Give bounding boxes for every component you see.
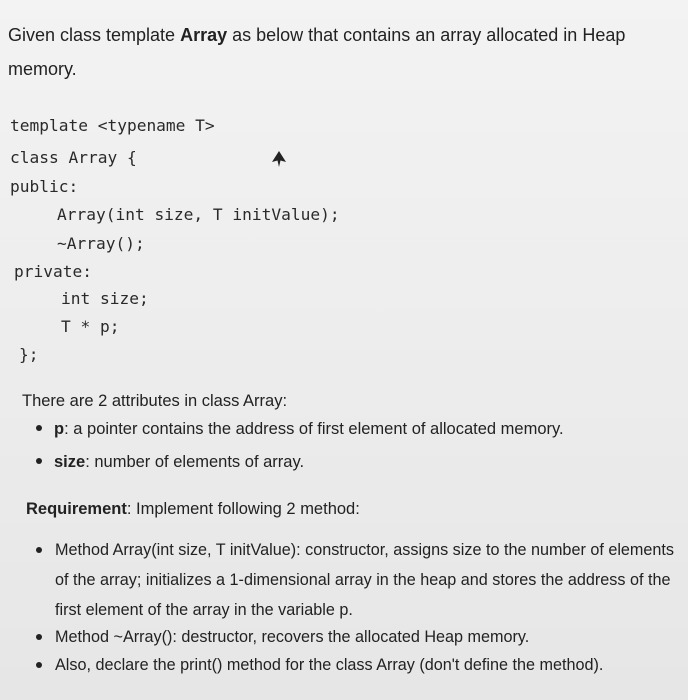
requirement-item [36, 535, 676, 625]
bullet-icon [36, 547, 42, 553]
code-line: T * p; [22, 317, 120, 336]
code-line: template <typename T> [10, 116, 215, 135]
attributes-title: There are 2 attributes in class Array: [22, 392, 288, 410]
intro-paragraph [8, 18, 668, 86]
attribute-desc: : a pointer contains the address of first element of allocated memory. [64, 420, 564, 438]
requirement-item [36, 650, 676, 680]
code-line: ~Array(); [18, 234, 145, 253]
attribute-item [36, 453, 304, 472]
bullet-icon [36, 662, 42, 668]
bullet-icon [36, 425, 42, 431]
intro-class-name: Array [180, 25, 228, 45]
code-line: private: [14, 262, 92, 281]
bullet-icon [36, 634, 42, 640]
requirement-item [36, 622, 676, 652]
attribute-desc: : number of elements of array. [85, 453, 305, 471]
requirement-item-text: Also, declare the print() method for the class Array (don't define the method). [55, 656, 604, 674]
code-line: }; [19, 345, 39, 364]
requirement-text: : Implement following 2 method: [126, 500, 360, 518]
intro-prefix: Given class template [8, 25, 181, 45]
code-line: public: [10, 177, 79, 196]
code-line: Array(int size, T initValue); [18, 205, 340, 224]
requirement-item-text: Method ~Array(): destructor, recovers the allocated Heap memory. [55, 628, 530, 646]
intro-suffix: as below that contains an array allocated in Heap memory. [8, 25, 626, 79]
bullet-icon [36, 458, 42, 464]
attribute-term: p [54, 420, 65, 438]
code-line: class Array { [10, 148, 137, 167]
requirement-item-text: Method Array(int size, T initValue): constructor, assigns size to the number of elements of the array; initializes a 1-dimensional array in the heap and stores the address of the first element of the array in the variable p. [55, 541, 675, 619]
mouse-cursor-icon [271, 150, 287, 168]
attribute-item [36, 420, 564, 439]
requirement-label: Requirement [26, 500, 127, 518]
requirement-heading [26, 500, 360, 519]
code-line: int size; [22, 289, 149, 308]
attribute-term: size [54, 453, 86, 471]
